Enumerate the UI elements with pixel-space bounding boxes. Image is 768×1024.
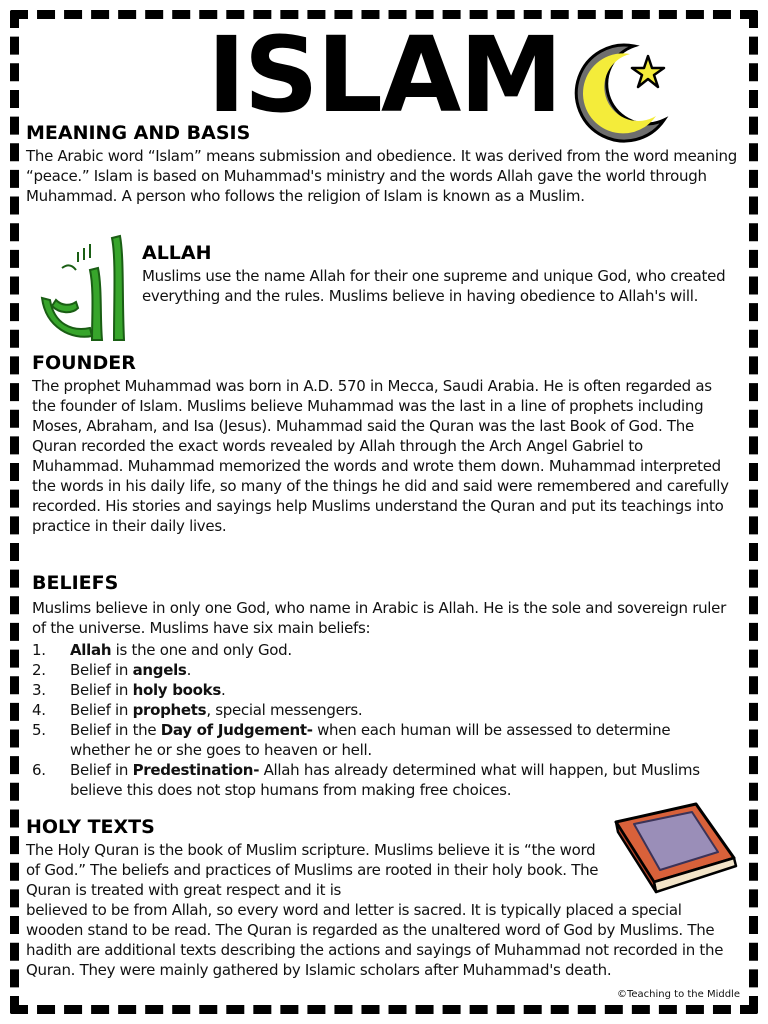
list-item: 5. Belief in the Day of Judgement- when each human will be assessed to determine whether he or she goes to heaven or hell. (32, 721, 671, 759)
list-item: 3. Belief in holy books. (32, 681, 226, 699)
section-heading-founder: FOUNDER (32, 352, 136, 374)
section-heading-allah: ALLAH (142, 242, 212, 264)
list-item: 6. Belief in Predestination- Allah has already determined what will happen, but Muslims believe this does not stop humans from making free choices. (32, 761, 700, 799)
section-text-holy-texts-top: The Holy Quran is the book of Muslim scripture. Muslims believe it is “the word of God.” The beliefs and practices of Muslims are rooted in their holy book. The Quran is treated with great respect and it is (26, 841, 599, 899)
worksheet-content (22, 14, 746, 1010)
section-text-meaning: The Arabic word “Islam” means submission and obedience. It was derived from the word meaning “peace.” Islam is based on Muhammad's ministry and the words Allah gave the world through Muhammad. A person who follows the religion of Islam is known as a Muslim. (26, 147, 737, 205)
section-heading-beliefs: BELIEFS (32, 572, 119, 594)
list-item: 2. Belief in angels. (32, 661, 192, 679)
list-item: 1. Allah is the one and only God. (32, 641, 292, 659)
beliefs-list (32, 640, 732, 800)
section-text-holy-texts-bottom: believed to be from Allah, so every word and letter is sacred. It is typically placed a special wooden stand to be read. The Quran is regarded as the unaltered word of God by Muslims. The hadith are additional texts describing the actions and sayings of Muhammad not recorded in the Quran. They were mainly gathered by Islamic scholars after Muhammad's death. (26, 901, 724, 979)
list-item: 4. Belief in prophets, special messengers. (32, 701, 363, 719)
section-heading-meaning: MEANING AND BASIS (26, 122, 251, 144)
quran-book-icon (610, 800, 740, 900)
allah-calligraphy-icon (32, 228, 142, 348)
section-text-founder: The prophet Muhammad was born in A.D. 570 in Mecca, Saudi Arabia. He is often regarded as the founder of Islam. Muslims believe Muhammad was the last in a line of prophets including Moses, Abraham, and Isa (Jesus). Muhammad said the Quran was the last Book of God. The Quran recorded the exact words revealed by Allah through the Arch Angel Gabriel to Muhammad. Muhammad memorized the words and wrote them down. Muhammad interpreted the words in his daily life, so many of the things he did and said were remembered and carefully recorded. His stories and sayings help Muslims understand the Quran and put its teachings into practice in their daily lives. (32, 377, 729, 535)
crescent-moon-star-icon (564, 38, 674, 148)
page-title: ISLAM (207, 14, 561, 136)
section-text-beliefs-intro: Muslims believe in only one God, who name in Arabic is Allah. He is the sole and sovereign ruler of the universe. Muslims have six main beliefs: (32, 599, 726, 637)
copyright-credit: ©Teaching to the Middle (616, 989, 740, 1000)
section-text-allah: Muslims use the name Allah for their one supreme and unique God, who created everything and the rules. Muslims believe in having obedience to Allah's will. (142, 267, 726, 305)
section-heading-holy-texts: HOLY TEXTS (26, 816, 155, 838)
